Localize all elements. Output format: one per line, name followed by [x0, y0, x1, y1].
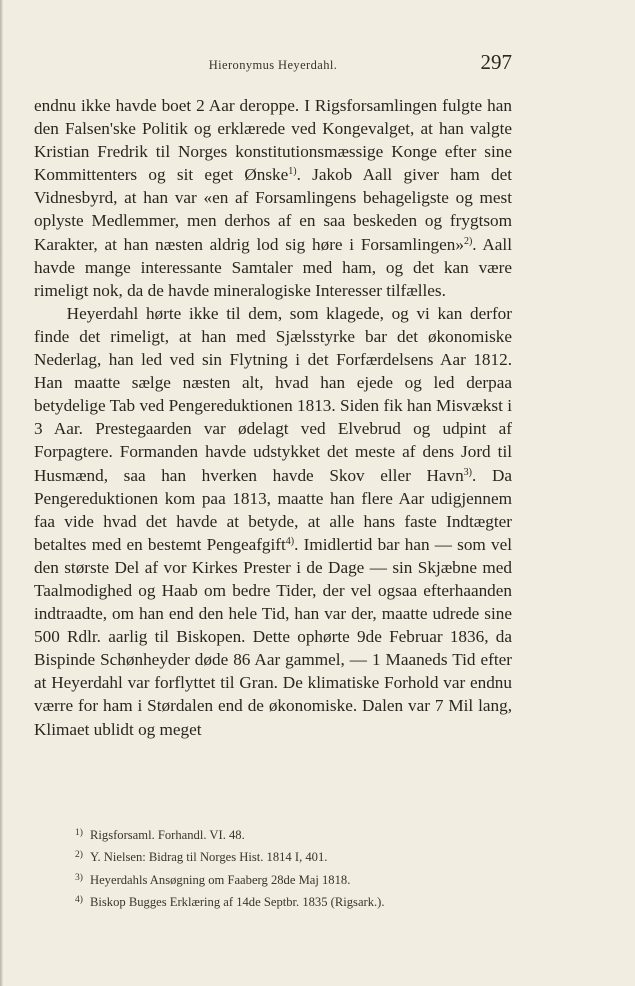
- paragraph-1-part-b: . Jakob Aall giver ham det Vidnesbyrd, at han var «en af Forsamlingens behageligste og mest oplyste Medlemmer, men derhos af en saa beskeden og frygtsom Karakter, at han næsten aldrig lod sig høre i Forsamlingen»: [34, 165, 512, 254]
- footnote: [75, 868, 515, 890]
- footnote-mark: 4): [75, 895, 83, 906]
- body-text: [34, 94, 512, 741]
- footnote: [75, 845, 515, 867]
- footnote-text: Heyerdahls Ansøgning om Faaberg 28de Maj 1818.: [90, 872, 351, 887]
- footnote-ref-4: 4): [285, 535, 295, 547]
- page-number: 297: [480, 50, 512, 74]
- footnotes: [75, 823, 515, 913]
- paragraph-2-part-a: Heyerdahl hørte ikke til dem, som klagede, og vi kan derfor finde det rimeligt, at han med Sjælsstyrke bar det økonomiske Nederlag, han led ved sin Flytning i det Forfærdelsens Aar 1812. Han maatte sælge næsten alt, hvad han ejede og led derpaa betydelige Tab ved Pengereduktionen 1813. Siden fik han Misvækst i 3 Aar. Prestegaarden var ødelagt ved Elvebrud og udpint af Forpagtere. Formanden havde udstykket det meste af dens Jord til Husmænd, saa han hverken havde Skov eller Havn: [34, 303, 512, 485]
- paragraph-2: [34, 302, 512, 741]
- paragraph-1: [34, 94, 512, 302]
- paragraph-2-part-c: . Imidlertid bar han — som vel den største Del af vor Kirkes Prester i de Dage — sin Skjæbne med Taalmodighed og Haab om bedre Tider, der vel ogsaa efterhaanden indtraadte, om han end den hele Tid, han var der, maatte udrede sine 500 Rdlr. aarlig til Biskopen. Dette ophørte 9de Februar 1836, da Bispinde Schønheyder døde 86 Aar gammel, — 1 Maaneds Tid efter at Heyerdahl var forflyttet til Gran. De klimatiske Forhold var endnu værre for ham i Størdalen end de økonomiske. Dalen var 7 Mil lang, Klimaet ublidt og meget: [34, 534, 512, 739]
- footnote-mark: 1): [75, 828, 83, 838]
- footnote: [75, 823, 515, 845]
- footnote-ref-3: 3): [463, 466, 473, 478]
- paragraph-1-part-c: . Aall havde mange interessante Samtaler med ham, og det kan være rimeligt nok, da de havde mineralogiske Interesser tilfælles.: [34, 234, 512, 300]
- paragraph-1-part-a: endnu ikke havde boet 2 Aar deroppe. I Rigsforsamlingen fulgte han den Falsen'ske Politik og erklærede ved Kongevalget, at han valgte Kristian Fredrik til Norges konstitutionsmæssige Konge efter sine Kommittenters og sit eget Ønske: [34, 96, 512, 185]
- page-edge-shadow: [0, 0, 3, 986]
- footnote: [75, 890, 515, 912]
- footnote-text: Y. Nielsen: Bidrag til Norges Hist. 1814 I, 401.: [90, 850, 328, 865]
- footnote-text: Rigsforsaml. Forhandl. VI. 48.: [90, 828, 245, 842]
- footnote-mark: 3): [75, 872, 83, 883]
- footnote-mark: 2): [75, 850, 83, 861]
- footnote-text: Biskop Bugges Erklæring af 14de Septbr. 1835 (Rigsark.).: [90, 895, 385, 910]
- paragraph-2-part-b: . Da Pengereduktionen kom paa 1813, maatte han flere Aar udigjennem faa vide hvad det havde at betyde, at alle hans faste Indtægter betaltes med en bestemt Pengeafgift: [34, 465, 512, 554]
- footnote-ref-2: 2): [463, 235, 473, 247]
- footnote-ref-1: 1): [288, 166, 297, 178]
- page-header: [34, 50, 512, 80]
- running-title: Hieronymus Heyerdahl.: [208, 58, 338, 72]
